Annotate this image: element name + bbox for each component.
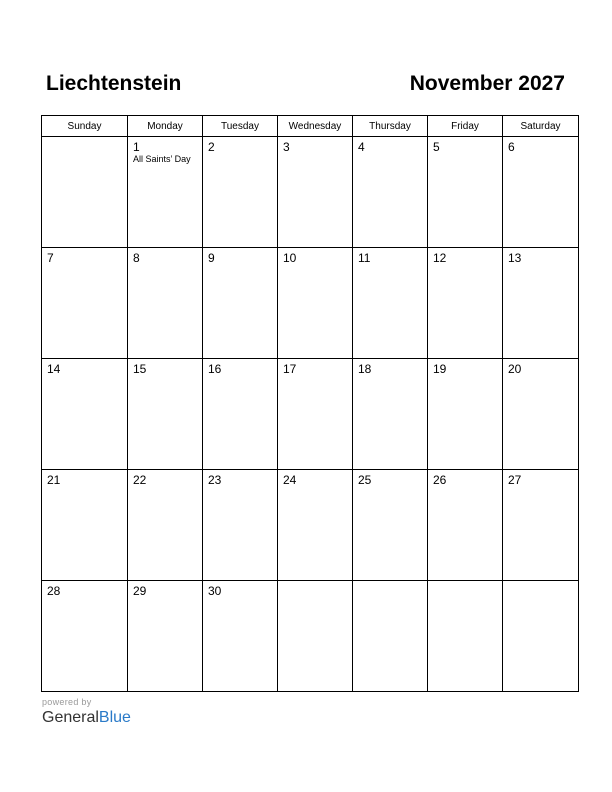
- day-number: 13: [508, 251, 522, 265]
- day-cell: [428, 248, 503, 359]
- day-number: 14: [47, 362, 61, 376]
- day-cell: [278, 359, 353, 470]
- footer-branding: [42, 697, 131, 728]
- day-number: 12: [433, 251, 447, 265]
- day-number: 26: [433, 473, 447, 487]
- day-number: 29: [133, 584, 147, 598]
- day-cell: [353, 359, 428, 470]
- day-number: [428, 581, 502, 584]
- day-cell: [203, 359, 278, 470]
- day-number: 7: [47, 251, 54, 265]
- day-cell: [203, 581, 278, 692]
- day-number: 20: [508, 362, 522, 376]
- day-number: 10: [283, 251, 297, 265]
- day-cell: [42, 470, 128, 581]
- holiday-label: All Saints’ Day: [133, 154, 191, 164]
- day-cell: [203, 137, 278, 248]
- day-number: [503, 581, 578, 584]
- day-number: 21: [47, 473, 61, 487]
- day-cell: [278, 248, 353, 359]
- day-cell: [353, 581, 428, 692]
- day-number: 8: [133, 251, 140, 265]
- day-cell: [203, 248, 278, 359]
- month-year-title: November 2027: [409, 72, 565, 95]
- day-cell: [128, 581, 203, 692]
- day-number: 25: [358, 473, 372, 487]
- day-cell: [428, 470, 503, 581]
- weekday-header-monday: Monday: [128, 116, 203, 137]
- day-cell: [128, 137, 203, 248]
- day-cell: [42, 581, 128, 692]
- day-cell: [503, 359, 579, 470]
- day-number: 2: [208, 140, 215, 154]
- day-number: 4: [358, 140, 365, 154]
- brand-general-text: General: [42, 709, 99, 726]
- day-cell: [203, 470, 278, 581]
- weekday-header-sunday: Sunday: [42, 116, 128, 137]
- day-cell: [128, 470, 203, 581]
- brand-blue-text: Blue: [98, 709, 131, 726]
- day-number: 9: [208, 251, 215, 265]
- day-cell: [278, 470, 353, 581]
- day-number: 6: [508, 140, 515, 154]
- day-number: [278, 581, 352, 584]
- day-number: 28: [47, 584, 61, 598]
- day-number: 19: [433, 362, 447, 376]
- calendar-grid: [41, 115, 579, 692]
- day-cell: [42, 248, 128, 359]
- week-row: [42, 581, 579, 692]
- day-number: 3: [283, 140, 290, 154]
- day-cell: [353, 470, 428, 581]
- day-cell: [503, 248, 579, 359]
- day-number: 5: [433, 140, 440, 154]
- weekday-header-thursday: Thursday: [353, 116, 428, 137]
- day-cell: [428, 359, 503, 470]
- weekday-header-row: [42, 116, 579, 137]
- day-number: [42, 137, 127, 140]
- day-cell: [278, 581, 353, 692]
- day-number: 17: [283, 362, 297, 376]
- weekday-header-tuesday: Tuesday: [203, 116, 278, 137]
- day-number: 22: [133, 473, 147, 487]
- day-number: 24: [283, 473, 297, 487]
- day-cell: [128, 359, 203, 470]
- day-number: 27: [508, 473, 522, 487]
- day-number: [353, 581, 427, 584]
- week-row: [42, 137, 579, 248]
- day-cell: [278, 137, 353, 248]
- day-number: 30: [208, 584, 222, 598]
- week-row: [42, 248, 579, 359]
- day-cell: [503, 470, 579, 581]
- week-row: [42, 359, 579, 470]
- week-row: [42, 470, 579, 581]
- day-cell: [503, 581, 579, 692]
- generalblue-logo: [42, 708, 131, 728]
- day-cell: [353, 248, 428, 359]
- day-number: 15: [133, 362, 147, 376]
- day-cell: [503, 137, 579, 248]
- day-cell: [42, 137, 128, 248]
- day-cell: [42, 359, 128, 470]
- day-cell: [128, 248, 203, 359]
- day-number: 16: [208, 362, 222, 376]
- day-cell: [353, 137, 428, 248]
- day-cell: [428, 581, 503, 692]
- day-number: 1: [133, 140, 140, 154]
- day-number: 23: [208, 473, 222, 487]
- powered-by-text: powered by: [42, 697, 92, 707]
- day-cell: [428, 137, 503, 248]
- weekday-header-friday: Friday: [428, 116, 503, 137]
- day-number: 11: [358, 251, 371, 265]
- day-number: 18: [358, 362, 372, 376]
- weekday-header-saturday: Saturday: [503, 116, 579, 137]
- country-title: Liechtenstein: [46, 72, 182, 95]
- weekday-header-wednesday: Wednesday: [278, 116, 353, 137]
